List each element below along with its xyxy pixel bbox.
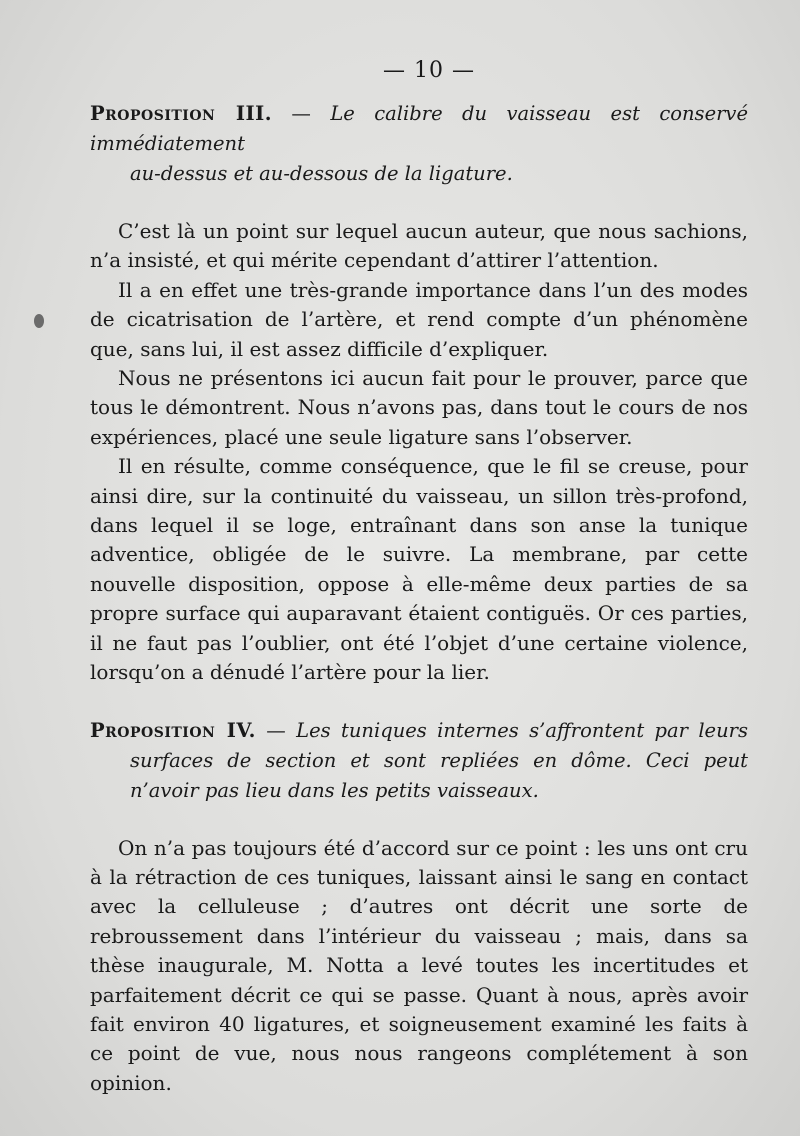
proposition-3-label: Proposition III. [90,102,272,125]
proposition-3-heading [90,99,748,159]
proposition-3-statement: Le calibre du vaisseau est conservé immédiatement [90,102,748,155]
proposition-4-statement-cont: surfaces de section et sont repliées en dôme. Ceci peut n’avoir pas lieu dans les petits vaisseaux. [130,748,748,802]
proposition-4-heading [90,716,748,746]
proposition-4 [90,716,748,806]
proposition-4-label: Proposition IV. [90,718,256,742]
paragraph: Nous ne présentons ici aucun fait pour le prouver, parce que tous le démontrent. Nous n’avons pas, dans tout le cours de nos expériences, placé une seule ligature sans l’observer. [90,366,748,449]
proposition-3-statement-cont: au-dessus et au-dessous de la ligature. [130,162,513,185]
spacer [90,189,748,217]
paragraph: Il a en effet une très-grande importance dans l’un des modes de cicatrisation de l’artère, et rend compte d’un phénomène que, sans lui, il est assez difficile d’expliquer. [90,277,748,361]
paragraph: C’est là un point sur lequel aucun auteur, que nous sachions, n’a insisté, et qui mérite cependant d’attirer l’attention. [90,219,748,273]
proposition-3 [90,99,748,189]
proposition-4-dash: — [255,718,297,742]
body-section-2 [90,834,748,1099]
proposition-3-dash: — [272,102,331,125]
body-section-1 [90,217,748,688]
spacer [90,806,748,834]
paragraph: On n’a pas toujours été d’accord sur ce point : les uns ont cru à la rétraction de ces tuniques, laissant ainsi le sang en contact avec la celluleuse ; d’autres ont décrit une sorte de rebroussement dans l’intérieur du vaisseau ; mais, dans sa thèse inaugurale, M. Notta a levé toutes les incertitudes et parfaitement décrit ce qui se passe. Quant à nous, après avoir fait environ 40 ligatures, et soigneusement examiné les faits à ce point de vue, nous nous rangeons complétement à son opinion. [90,835,748,1095]
spacer [90,688,748,716]
page-number: — 10 — [383,58,475,83]
paragraph: Il en résulte, comme conséquence, que le fil se creuse, pour ainsi dire, sur la continuité du vaisseau, un sillon très-profond, dans lequel il se loge, entraînant dans son anse la tunique adventice, obligée de le suivre. La membrane, par cette nouvelle disposition, oppose à elle-même deux parties de sa propre surface qui auparavant étaient contiguës. Or ces parties, il ne faut pas l’oublier, ont été l’objet d’une certaine violence, lorsqu’on a dénudé l’artère pour la lier. [90,454,748,685]
ink-spot [34,314,44,328]
proposition-4-statement: Les tuniques internes s’affrontent par leurs [296,718,748,742]
